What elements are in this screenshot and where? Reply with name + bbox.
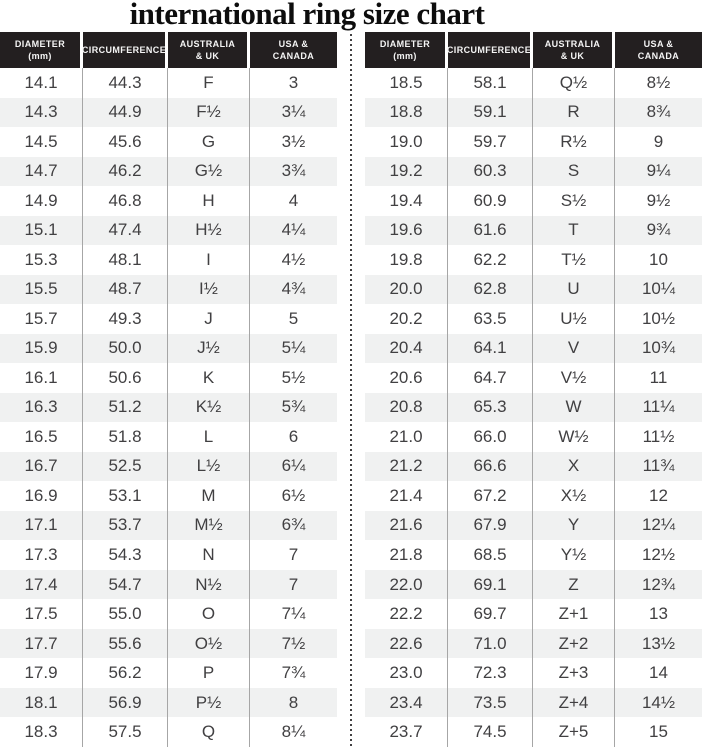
cell-australia-uk: P½ [168,688,250,718]
cell-australia-uk: P [168,658,250,688]
cell-usa-canada: 11 [649,367,668,387]
cell-usa-canada: 3¾ [281,161,306,181]
cell-circumference: 46.2 [83,157,168,187]
table-row [365,452,702,482]
cell-circumference: 45.6 [83,127,168,157]
column-header-australia-uk: AUSTRALIA & UK [533,32,615,68]
cell-diameter-mm: 14.1 [0,68,83,98]
cell-diameter-mm: 15.9 [0,334,83,364]
cell-circumference: 65.3 [448,393,533,423]
cell-diameter-mm: 16.9 [0,481,83,511]
table-row [0,540,337,570]
table-row [365,540,702,570]
cell-circumference: 59.7 [448,127,533,157]
cell-usa-canada: 6 [288,426,299,446]
cell-usa-canada: 6½ [281,485,306,505]
cell-diameter-mm: 14.3 [0,98,83,128]
cell-australia-uk: H [168,186,250,216]
cell-circumference: 63.5 [448,304,533,334]
table-header [0,32,337,68]
cell-diameter-mm: 18.5 [365,68,448,98]
table-row [0,363,337,393]
cell-circumference: 59.1 [448,98,533,128]
cell-usa-canada: 7¼ [281,604,306,624]
cell-diameter-mm: 22.6 [365,629,448,659]
cell-usa-canada: 12½ [641,545,676,564]
cell-australia-uk: G½ [168,157,250,187]
cell-australia-uk: F½ [168,98,250,128]
cell-australia-uk: X [533,452,615,482]
table-row [0,216,337,246]
column-header-australia-uk: AUSTRALIA & UK [168,32,250,68]
cell-australia-uk: Y [533,511,615,541]
cell-australia-uk: Z+5 [533,717,615,747]
cell-diameter-mm: 19.2 [365,157,448,187]
cell-usa-canada: 5½ [281,367,306,387]
cell-diameter-mm: 19.8 [365,245,448,275]
table-row [0,157,337,187]
table-row [365,216,702,246]
cell-australia-uk: O [168,599,250,629]
cell-circumference: 54.7 [83,570,168,600]
cell-circumference: 56.2 [83,658,168,688]
table-row [365,629,702,659]
cell-circumference: 46.8 [83,186,168,216]
cell-diameter-mm: 16.5 [0,422,83,452]
cell-australia-uk: Z+1 [533,599,615,629]
cell-usa-canada: 6¼ [281,456,306,476]
table-row [365,186,702,216]
cell-diameter-mm: 17.1 [0,511,83,541]
table-row [365,275,702,305]
cell-diameter-mm: 14.7 [0,157,83,187]
table-row [0,245,337,275]
cell-australia-uk: R½ [533,127,615,157]
cell-usa-canada: 13 [649,604,668,624]
table-row [0,599,337,629]
cell-usa-canada: 6¾ [281,515,306,535]
cell-diameter-mm: 14.9 [0,186,83,216]
cell-circumference: 71.0 [448,629,533,659]
cell-circumference: 62.2 [448,245,533,275]
cell-australia-uk: L½ [168,452,250,482]
cell-diameter-mm: 22.2 [365,599,448,629]
cell-usa-canada: 3 [288,72,299,92]
cell-australia-uk: Z [533,570,615,600]
cell-usa-canada: 9½ [646,190,671,210]
cell-circumference: 67.9 [448,511,533,541]
table-row [0,98,337,128]
cell-circumference: 64.7 [448,363,533,393]
cell-australia-uk: G [168,127,250,157]
table-row [365,245,702,275]
page-title: international ring size chart [129,0,485,31]
ring-size-table-left [0,32,337,747]
cell-diameter-mm: 20.4 [365,334,448,364]
table-row [0,688,337,718]
cell-australia-uk: H½ [168,216,250,246]
cell-usa-canada: 8½ [646,72,671,92]
cell-usa-canada: 11¾ [642,456,675,476]
cell-usa-canada: 5¼ [281,338,306,358]
cell-usa-canada: 10½ [641,308,676,328]
cell-australia-uk: F [168,68,250,98]
column-header-circumference: CIRCUMFERENCE [83,32,168,68]
table-row [0,481,337,511]
cell-circumference: 62.8 [448,275,533,305]
cell-circumference: 67.2 [448,481,533,511]
table-row [365,688,702,718]
cell-circumference: 69.1 [448,570,533,600]
cell-diameter-mm: 20.0 [365,275,448,305]
column-header-usa-canada: USA & CANADA [615,32,702,68]
cell-usa-canada: 4½ [281,249,306,269]
cell-circumference: 74.5 [448,717,533,747]
cell-diameter-mm: 17.4 [0,570,83,600]
table-row [365,422,702,452]
table-row [0,127,337,157]
cell-circumference: 48.7 [83,275,168,305]
cell-circumference: 57.5 [83,717,168,747]
cell-australia-uk: N½ [168,570,250,600]
table-row [0,393,337,423]
table-row [0,186,337,216]
cell-diameter-mm: 16.7 [0,452,83,482]
cell-circumference: 60.3 [448,157,533,187]
cell-circumference: 55.6 [83,629,168,659]
ring-size-chart [0,32,702,747]
cell-usa-canada: 12 [649,485,668,505]
cell-usa-canada: 7 [288,545,299,564]
cell-usa-canada: 3¼ [281,102,306,122]
cell-australia-uk: I [168,245,250,275]
cell-australia-uk: Q [168,717,250,747]
column-header-circumference: CIRCUMFERENCE [448,32,533,68]
cell-diameter-mm: 19.0 [365,127,448,157]
cell-diameter-mm: 21.4 [365,481,448,511]
column-header-diameter-mm: DIAMETER (mm) [0,32,83,68]
cell-australia-uk: M [168,481,250,511]
cell-diameter-mm: 15.3 [0,245,83,275]
cell-usa-canada: 5¾ [281,397,306,417]
cell-australia-uk: Z+3 [533,658,615,688]
cell-circumference: 64.1 [448,334,533,364]
cell-diameter-mm: 18.8 [365,98,448,128]
table-row [365,511,702,541]
cell-circumference: 47.4 [83,216,168,246]
cell-australia-uk: K½ [168,393,250,423]
cell-australia-uk: W½ [533,422,615,452]
table-row [0,570,337,600]
cell-diameter-mm: 20.8 [365,393,448,423]
ring-size-table-right [365,32,702,747]
cell-australia-uk: Z+4 [533,688,615,718]
cell-australia-uk: X½ [533,481,615,511]
table-row [365,127,702,157]
cell-circumference: 60.9 [448,186,533,216]
cell-usa-canada: 14½ [641,692,676,712]
column-header-usa-canada: USA & CANADA [250,32,337,68]
cell-diameter-mm: 15.1 [0,216,83,246]
cell-usa-canada: 7½ [281,633,306,653]
cell-australia-uk: S½ [533,186,615,216]
table-row [365,304,702,334]
cell-diameter-mm: 21.2 [365,452,448,482]
cell-usa-canada: 12¼ [641,515,676,535]
cell-circumference: 52.5 [83,452,168,482]
cell-australia-uk: L [168,422,250,452]
table-row [365,570,702,600]
table-body [0,68,337,747]
cell-usa-canada: 7 [288,574,299,594]
cell-circumference: 51.8 [83,422,168,452]
cell-usa-canada: 10 [649,249,668,269]
cell-diameter-mm: 17.5 [0,599,83,629]
cell-diameter-mm: 23.7 [365,717,448,747]
cell-usa-canada: 8¾ [646,102,671,122]
cell-usa-canada: 4¼ [281,220,306,240]
cell-australia-uk: O½ [168,629,250,659]
table-row [0,511,337,541]
cell-circumference: 55.0 [83,599,168,629]
table-row [0,422,337,452]
cell-australia-uk: J½ [168,334,250,364]
cell-usa-canada: 5 [288,308,299,328]
cell-australia-uk: J [168,304,250,334]
cell-usa-canada: 14 [649,663,668,683]
cell-australia-uk: I½ [168,275,250,305]
dotted-divider-line [350,34,352,747]
cell-diameter-mm: 22.0 [365,570,448,600]
cell-circumference: 50.6 [83,363,168,393]
cell-diameter-mm: 23.4 [365,688,448,718]
cell-usa-canada: 3½ [281,131,306,151]
cell-australia-uk: S [533,157,615,187]
cell-circumference: 69.7 [448,599,533,629]
cell-circumference: 68.5 [448,540,533,570]
cell-australia-uk: T [533,216,615,246]
cell-diameter-mm: 21.0 [365,422,448,452]
cell-diameter-mm: 19.6 [365,216,448,246]
cell-diameter-mm: 17.3 [0,540,83,570]
cell-circumference: 72.3 [448,658,533,688]
table-row [0,304,337,334]
cell-diameter-mm: 17.9 [0,658,83,688]
table-row [0,275,337,305]
cell-usa-canada: 13½ [641,633,676,653]
column-header-diameter-mm: DIAMETER (mm) [365,32,448,68]
cell-diameter-mm: 15.7 [0,304,83,334]
table-row [0,658,337,688]
cell-circumference: 66.0 [448,422,533,452]
cell-circumference: 73.5 [448,688,533,718]
cell-circumference: 53.7 [83,511,168,541]
cell-usa-canada: 4¾ [281,279,306,299]
table-row [365,363,702,393]
cell-diameter-mm: 20.6 [365,363,448,393]
cell-australia-uk: V½ [533,363,615,393]
table-row [365,717,702,747]
cell-australia-uk: Z+2 [533,629,615,659]
table-body [365,68,702,747]
cell-diameter-mm: 14.5 [0,127,83,157]
cell-circumference: 49.3 [83,304,168,334]
cell-diameter-mm: 19.4 [365,186,448,216]
cell-diameter-mm: 15.5 [0,275,83,305]
cell-circumference: 50.0 [83,334,168,364]
table-row [365,157,702,187]
cell-usa-canada: 4 [288,190,299,210]
cell-circumference: 48.1 [83,245,168,275]
cell-circumference: 51.2 [83,393,168,423]
table-row [365,599,702,629]
cell-usa-canada: 9¼ [646,161,671,181]
cell-diameter-mm: 21.6 [365,511,448,541]
cell-usa-canada: 8¼ [281,722,306,742]
cell-diameter-mm: 20.2 [365,304,448,334]
table-row [365,481,702,511]
table-row [365,334,702,364]
cell-diameter-mm: 17.7 [0,629,83,659]
cell-australia-uk: Y½ [533,540,615,570]
table-row [365,98,702,128]
cell-australia-uk: U [533,275,615,305]
dotted-divider [337,32,365,747]
cell-diameter-mm: 18.1 [0,688,83,718]
cell-diameter-mm: 21.8 [365,540,448,570]
cell-diameter-mm: 16.3 [0,393,83,423]
cell-australia-uk: R [533,98,615,128]
table-header [365,32,702,68]
cell-australia-uk: M½ [168,511,250,541]
cell-circumference: 56.9 [83,688,168,718]
cell-australia-uk: Q½ [533,68,615,98]
cell-usa-canada: 8 [288,692,299,712]
cell-usa-canada: 11¼ [642,397,675,417]
cell-usa-canada: 9¾ [646,220,671,240]
table-row [0,452,337,482]
cell-australia-uk: K [168,363,250,393]
cell-circumference: 44.3 [83,68,168,98]
cell-diameter-mm: 16.1 [0,363,83,393]
cell-circumference: 44.9 [83,98,168,128]
cell-australia-uk: U½ [533,304,615,334]
table-row [365,393,702,423]
cell-usa-canada: 9 [653,131,664,151]
table-row [365,658,702,688]
cell-circumference: 53.1 [83,481,168,511]
cell-australia-uk: T½ [533,245,615,275]
cell-diameter-mm: 23.0 [365,658,448,688]
table-row [0,68,337,98]
cell-circumference: 58.1 [448,68,533,98]
table-row [0,717,337,747]
cell-australia-uk: N [168,540,250,570]
table-row [0,334,337,364]
cell-usa-canada: 11½ [642,426,675,446]
cell-circumference: 61.6 [448,216,533,246]
cell-australia-uk: V [533,334,615,364]
cell-usa-canada: 10¾ [641,338,676,358]
cell-usa-canada: 10¼ [641,279,676,299]
cell-usa-canada: 15 [649,722,668,742]
cell-usa-canada: 7¾ [281,663,306,683]
cell-usa-canada: 12¾ [641,574,676,594]
cell-circumference: 66.6 [448,452,533,482]
cell-diameter-mm: 18.3 [0,717,83,747]
table-row [0,629,337,659]
cell-circumference: 54.3 [83,540,168,570]
table-row [365,68,702,98]
cell-australia-uk: W [533,393,615,423]
